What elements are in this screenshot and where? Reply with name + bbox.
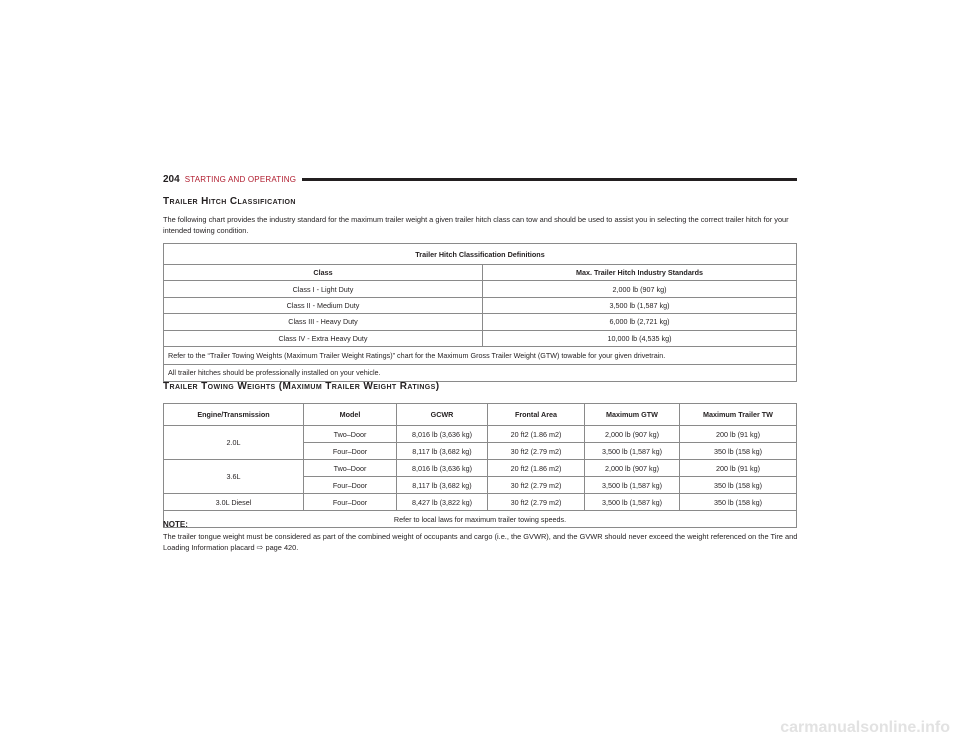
model-cell: Two–Door [304,426,397,443]
note-text: The trailer tongue weight must be considered as part of the combined weight of occupants and cargo (i.e., the GVWR), and the GVWR should never exceed the weight referenced on the Tire and Loading Information placard [163,532,798,552]
frontal-area-cell: 20 ft2 (1.86 m2) [488,426,585,443]
engine-cell: 2.0L [164,426,304,460]
tow-col-max-tw: Maximum Trailer TW [680,404,797,426]
hitch-class-cell: Class II - Medium Duty [164,297,483,313]
hitch-col-class: Class [164,265,483,281]
page-reference-link[interactable]: page 420. [265,543,299,552]
model-cell: Four–Door [304,494,397,511]
gcwr-cell: 8,427 lb (3,822 kg) [397,494,488,511]
table-row [164,297,797,313]
watermark-text: carmanualsonline.info [780,719,950,736]
gtw-cell: 3,500 lb (1,587 kg) [585,477,680,494]
gcwr-cell: 8,016 lb (3,636 kg) [397,460,488,477]
towing-weights-table [163,403,797,528]
section-title: STARTING AND OPERATING [184,174,297,184]
gcwr-cell: 8,117 lb (3,682 kg) [397,443,488,460]
gtw-cell: 2,000 lb (907 kg) [585,426,680,443]
hitch-max-cell: 3,500 lb (1,587 kg) [483,297,797,313]
heading-towing-weights: Trailer Towing Weights (Maximum Trailer Weight Ratings) [163,381,440,392]
heading-hitch-classification: Trailer Hitch Classification [163,196,296,207]
table-row [164,460,797,477]
page-header [163,172,797,186]
note-label: NOTE: [163,520,188,529]
tw-cell: 350 lb (158 kg) [680,443,797,460]
tw-cell: 200 lb (91 kg) [680,426,797,443]
gtw-cell: 3,500 lb (1,587 kg) [585,443,680,460]
hitch-note-install: All trailer hitches should be professionally installed on your vehicle. [164,364,797,381]
watermark [740,718,950,736]
hitch-max-cell: 2,000 lb (907 kg) [483,281,797,297]
model-cell: Four–Door [304,477,397,494]
tw-cell: 200 lb (91 kg) [680,460,797,477]
hitch-class-cell: Class III - Heavy Duty [164,314,483,330]
table-row [164,426,797,443]
table-row [164,314,797,330]
model-cell: Four–Door [304,443,397,460]
header-rule [302,178,797,181]
hitch-class-cell: Class IV - Extra Heavy Duty [164,330,483,346]
frontal-area-cell: 30 ft2 (2.79 m2) [488,494,585,511]
page-number: 204 [163,173,180,185]
tow-col-frontal-area: Frontal Area [488,404,585,426]
tw-cell: 350 lb (158 kg) [680,477,797,494]
tow-col-gcwr: GCWR [397,404,488,426]
gcwr-cell: 8,016 lb (3,636 kg) [397,426,488,443]
table-row [164,281,797,297]
hitch-note-gtw: Refer to the “Trailer Towing Weights (Maximum Trailer Weight Ratings)” chart for the Maximum Gross Trailer Weight (GTW) towable for your given drivetrain. [164,346,797,364]
frontal-area-cell: 20 ft2 (1.86 m2) [488,460,585,477]
frontal-area-cell: 30 ft2 (2.79 m2) [488,477,585,494]
gtw-cell: 3,500 lb (1,587 kg) [585,494,680,511]
note-paragraph [163,531,799,553]
frontal-area-cell: 30 ft2 (2.79 m2) [488,443,585,460]
table-row [164,330,797,346]
table-row [164,494,797,511]
tow-col-model: Model [304,404,397,426]
arrow-right-icon: ⇨ [256,543,264,552]
gtw-cell: 2,000 lb (907 kg) [585,460,680,477]
tow-col-max-gtw: Maximum GTW [585,404,680,426]
hitch-classification-table [163,243,797,382]
engine-cell: 3.0L Diesel [164,494,304,511]
hitch-table-title: Trailer Hitch Classification Definitions [164,244,797,265]
model-cell: Two–Door [304,460,397,477]
hitch-class-cell: Class I - Light Duty [164,281,483,297]
tw-cell: 350 lb (158 kg) [680,494,797,511]
tow-footer-speeds: Refer to local laws for maximum trailer towing speeds. [164,511,797,528]
tow-col-engine: Engine/Transmission [164,404,304,426]
engine-cell: 3.6L [164,460,304,494]
intro-paragraph: The following chart provides the industry standard for the maximum trailer weight a given trailer hitch class can tow and should be used to assist you in selecting the correct trailer hitch for your intended towing condition. [163,215,789,235]
hitch-max-cell: 6,000 lb (2,721 kg) [483,314,797,330]
hitch-max-cell: 10,000 lb (4,535 kg) [483,330,797,346]
hitch-col-max: Max. Trailer Hitch Industry Standards [483,265,797,281]
gcwr-cell: 8,117 lb (3,682 kg) [397,477,488,494]
